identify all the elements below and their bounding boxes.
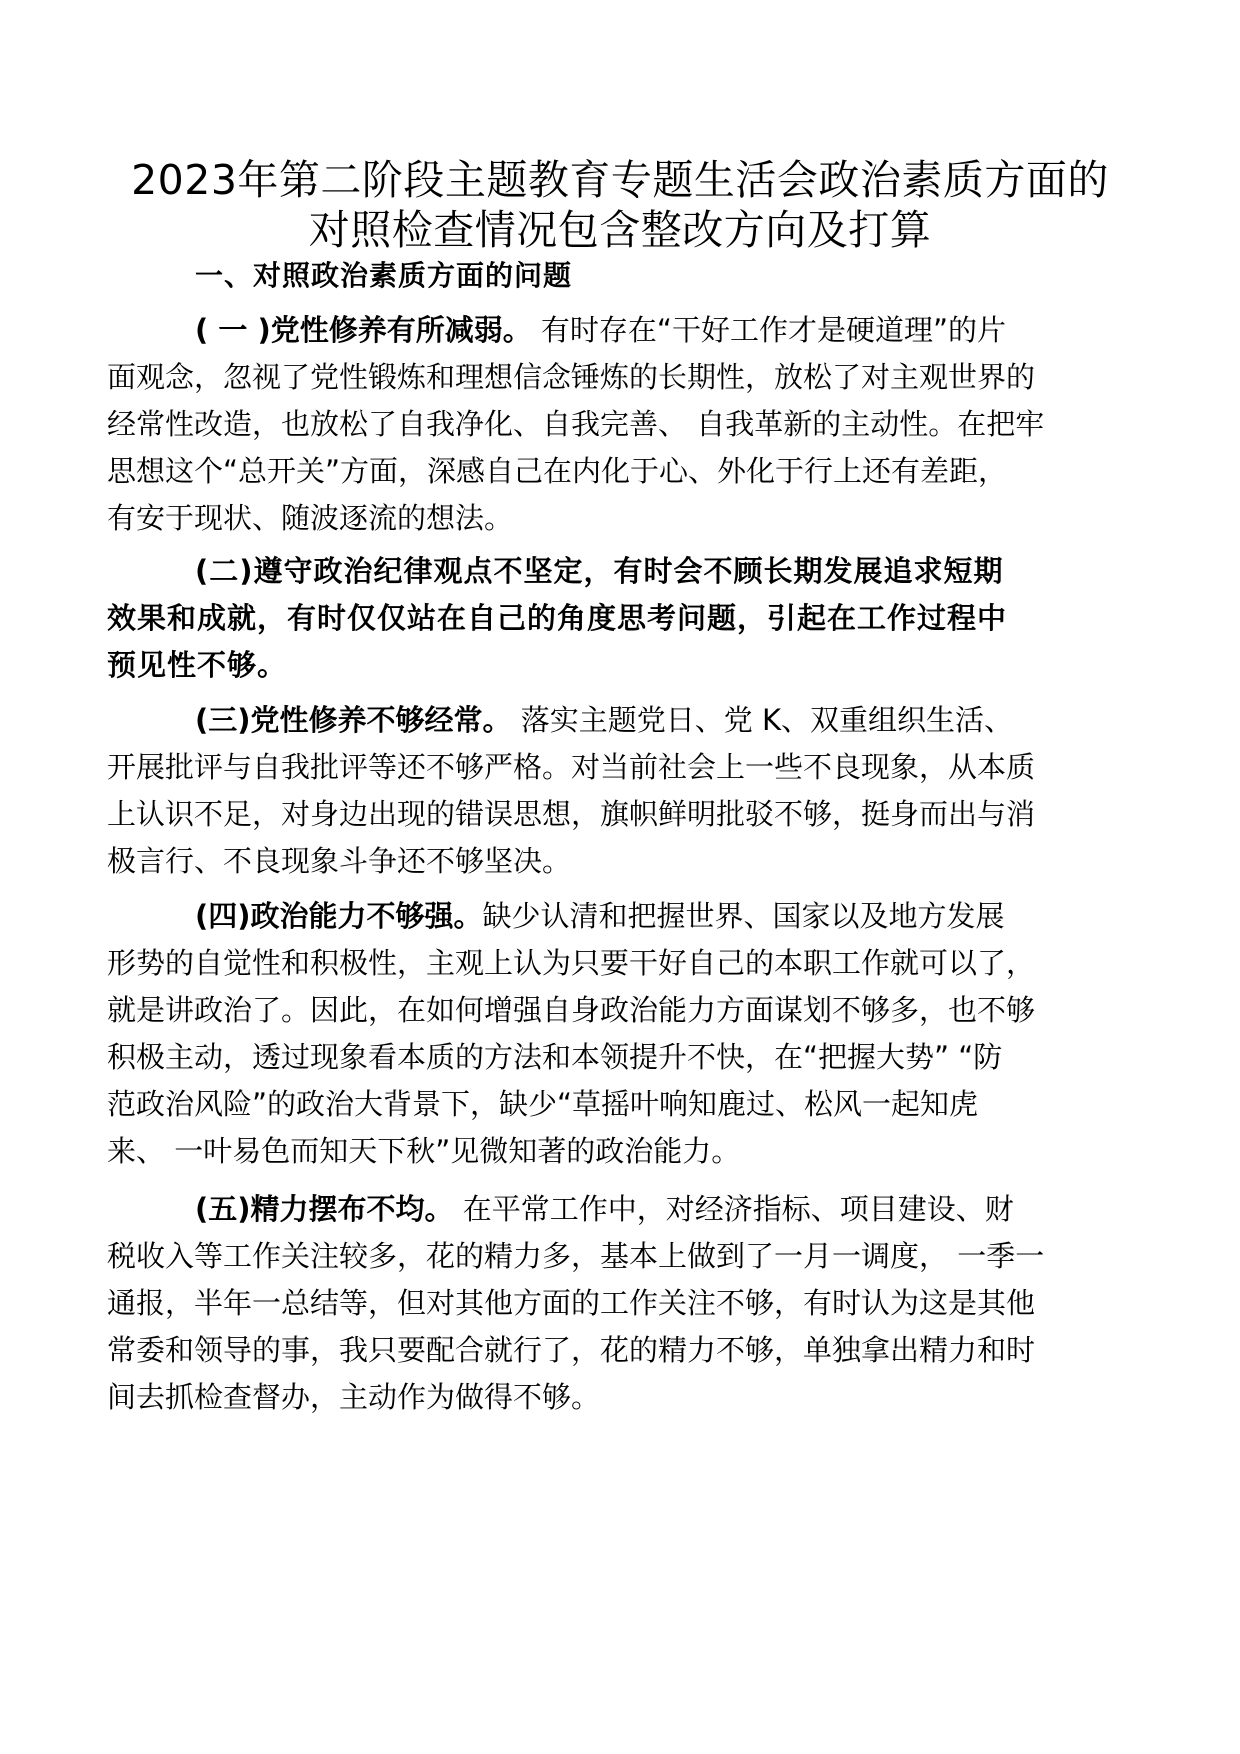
paragraph-line: 上认识不足，对身边出现的错误思想，旗帜鲜明批驳不够，挺身而出与消 [107, 797, 1036, 831]
paragraph-line: 预见性不够。 [107, 648, 288, 682]
paragraph-line: 形势的自觉性和积极性，主观上认为只要干好自己的本职工作就可以了， [107, 946, 1036, 980]
document-title [100, 155, 1140, 255]
paragraph-line: 税收入等工作关注较多，花的精力多，基本上做到了一月一调度， 一季一 [107, 1239, 1045, 1273]
paragraph-3 [107, 697, 1107, 885]
paragraph-line: 积极主动，透过现象看本质的方法和本领提升不快，在“把握大势” “防 [107, 1040, 1003, 1074]
title-line-2: 对照检查情况包含整改方向及打算 [308, 206, 932, 254]
paragraph-line: 经常性改造，也放松了自我净化、自我完善、 自我革新的主动性。在把牢 [107, 407, 1045, 441]
paragraph-line: 有安于现状、随波逐流的想法。 [107, 501, 514, 535]
paragraph-5 [107, 1186, 1107, 1421]
paragraph-1 [107, 307, 1107, 542]
paragraph-line: 极言行、不良现象斗争还不够坚决。 [107, 844, 572, 878]
paragraph-heading: (四)政治能力不够强。 [195, 899, 483, 933]
paragraph-heading: ( 一 )党性修养有所减弱。 [195, 313, 532, 347]
paragraph-line: 就是讲政治了。因此，在如何增强自身政治能力方面谋划不够多，也不够 [107, 993, 1036, 1027]
paragraph-line: (二)遵守政治纪律观点不坚定，有时会不顾长期发展追求短期 [195, 554, 1004, 588]
paragraph-heading: (五)精力摆布不均。 [195, 1192, 454, 1226]
paragraph-2 [107, 548, 1107, 689]
paragraph-line: (五)精力摆布不均。 在平常工作中，对经济指标、项目建设、财 [195, 1192, 1014, 1226]
paragraph-line: ( 一 )党性修养有所减弱。 有时存在“干好工作才是硬道理”的片 [195, 313, 1006, 347]
paragraph-line: 通报，半年一总结等，但对其他方面的工作关注不够，有时认为这是其他 [107, 1286, 1036, 1320]
paragraph-line: 间去抓检查督办，主动作为做得不够。 [107, 1380, 601, 1414]
paragraph-line: 思想这个“总开关”方面，深感自己在内化于心、外化于行上还有差距， [107, 454, 1008, 488]
paragraph-line: 范政治风险”的政治大背景下，缺少“草摇叶响知鹿过、松风一起知虎 [107, 1087, 979, 1121]
paragraph-line: 常委和领导的事，我只要配合就行了，花的精力不够，单独拿出精力和时 [107, 1333, 1036, 1367]
paragraph-line: 效果和成就，有时仅仅站在自己的角度思考问题，引起在工作过程中 [107, 601, 1008, 635]
paragraph-heading: (三)党性修养不够经常。 [195, 703, 512, 737]
paragraph-line: 开展批评与自我批评等还不够严格。对当前社会上一些不良现象，从本质 [107, 750, 1036, 784]
paragraph-line: (三)党性修养不够经常。 落实主题党日、党 K、双重组织生活、 [195, 703, 1013, 737]
title-line-1: 2023年第二阶段主题教育专题生活会政治素质方面的 [131, 156, 1109, 204]
paragraph-line: 来、 一叶易色而知天下秋”见微知著的政治能力。 [107, 1134, 741, 1168]
section-heading-1: 一、对照政治素质方面的问题 [195, 259, 573, 292]
paragraph-4 [107, 893, 1107, 1175]
paragraph-line: (四)政治能力不够强。缺少认清和把握世界、国家以及地方发展 [195, 899, 1005, 933]
paragraph-line: 面观念，忽视了党性锻炼和理想信念锤炼的长期性，放松了对主观世界的 [107, 360, 1036, 394]
